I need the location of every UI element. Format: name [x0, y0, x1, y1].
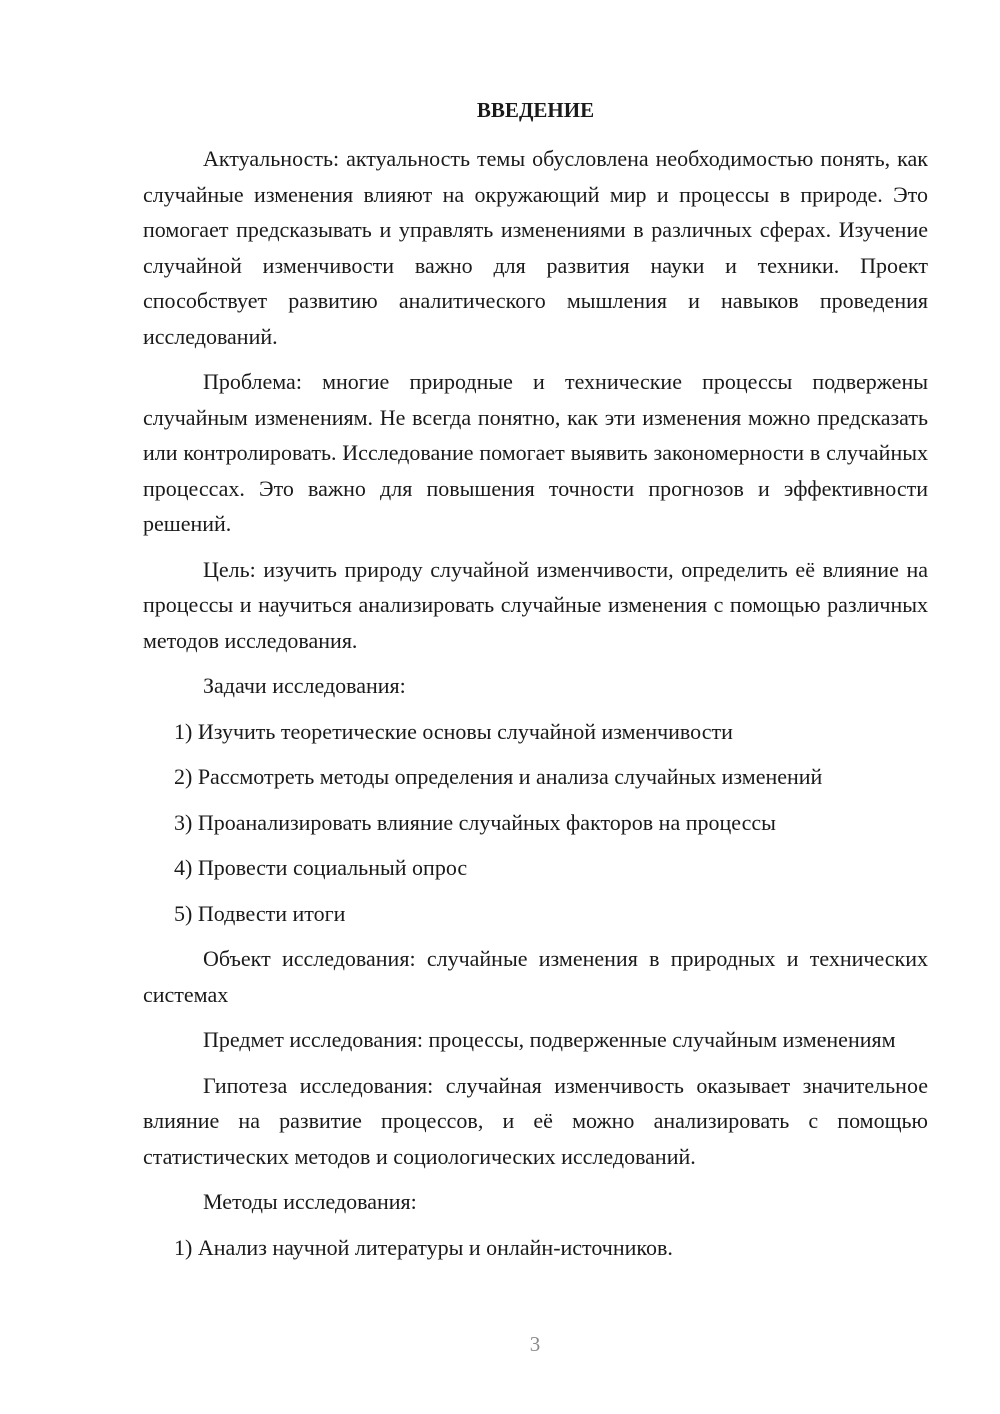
object-paragraph: Объект исследования: случайные изменения в природных и технических системах — [143, 946, 928, 1007]
goal-paragraph: Цель: изучить природу случайной изменчивости, определить её влияние на процессы и научиться анализировать случайные изменения с помощью различных методов исследования. — [143, 556, 928, 653]
tasks-label: Задачи исследования: — [203, 673, 406, 698]
list-item: 1) Анализ научной литературы и онлайн-источников. — [174, 1234, 673, 1260]
list-item: 3) Проанализировать влияние случайных факторов на процессы — [174, 809, 776, 835]
tasks-list — [143, 714, 928, 932]
methods-label: Методы исследования: — [203, 1189, 417, 1214]
hypothesis-paragraph: Гипотеза исследования: случайная изменчивость оказывает значительное влияние на развитие процессов, и её можно анализировать с помощью статистических методов и социологических исследований. — [143, 1072, 928, 1169]
page-content — [143, 96, 928, 1275]
list-item: 1) Изучить теоретические основы случайной изменчивости — [174, 718, 733, 744]
page-title: ВВЕДЕНИЕ — [476, 98, 595, 122]
list-item: 2) Рассмотреть методы определения и анализа случайных изменений — [174, 764, 823, 789]
problem-paragraph: Проблема: многие природные и технические процессы подвержены случайным изменениям. Не всегда понятно, как эти изменения можно предсказать или контролировать. Исследование помогает выявить закономерности в случайных процессах. Это важно для повышения точности прогнозов и эффективности решений. — [143, 369, 928, 536]
list-item: 5) Подвести итоги — [174, 900, 346, 926]
subject-paragraph: Предмет исследования: процессы, подверженные случайным изменениям — [203, 1027, 896, 1052]
relevance-paragraph: Актуальность: актуальность темы обусловлена необходимостью понять, как случайные изменения влияют на окружающий мир и процессы в природе. Это помогает предсказывать и управлять изменениями в различных сферах. Изучение случайной изменчивости важно для развития науки и техники. Проект способствует развитию аналитического мышления и навыков проведения исследований. — [143, 146, 928, 349]
methods-list — [143, 1230, 928, 1266]
list-item: 4) Провести социальный опрос — [174, 855, 468, 880]
page-number: 3 — [529, 1332, 541, 1356]
